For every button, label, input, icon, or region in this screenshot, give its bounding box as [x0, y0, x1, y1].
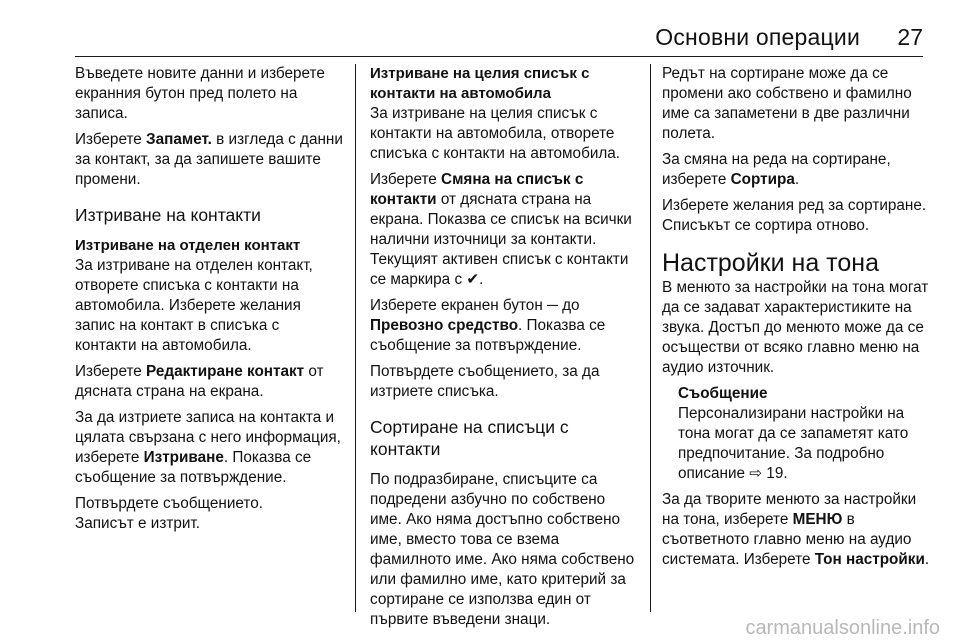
paragraph: Потвърдете съобщението. Записът е изтрит.: [75, 495, 264, 532]
column-2: [370, 64, 640, 636]
subsection-heading: Изтриване на отделен контакт: [75, 237, 301, 254]
note-title: Съобщение: [678, 385, 768, 402]
paragraph: Изберете Смяна на списък с контакти от дясната страна на екрана. Показва се списък на всички налични източници за контакти. Текущият активен списък с контакти се маркира с ✔.: [370, 171, 632, 288]
column-divider-1: [355, 64, 356, 612]
ui-term: Изтриване: [143, 449, 224, 466]
paragraph: За да творите менюто за настройки на тона, изберете МЕНЮ в съответното главно меню на аудио системата. Изберете Тон настройки.: [662, 491, 930, 568]
page-header: [0, 0, 960, 56]
watermark: carmanualsonline.info: [745, 617, 940, 639]
ui-term: Тон настройки: [814, 551, 925, 568]
page-title: Основни операции: [655, 24, 860, 50]
column-3: [662, 64, 930, 576]
paragraph: Въведете новите данни и изберете екранния бутон пред полето на записа.: [75, 65, 325, 122]
subsection-heading: Изтриване на целия списък с контакти на автомобила: [370, 65, 590, 102]
section-heading: Сортиране на списъци с контакти: [370, 417, 569, 459]
paragraph: За смяна на реда на сортиране, изберете Сортира.: [662, 151, 891, 188]
column-1: [75, 64, 345, 540]
header-divider: [75, 56, 923, 57]
ui-term: МЕНЮ: [792, 511, 843, 528]
paragraph: За изтриване на отделен контакт, отворете списъка с контакти на автомобила. Изберете желания запис на контакт в списъка с контакти на автомобила.: [75, 257, 313, 354]
paragraph: В менюто за настройки на тона могат да се задават характеристиките на звука. Достъп до менюто може да се осъществи от всяко главно меню на аудио източник.: [662, 279, 929, 376]
paragraph: Изберете желания ред за сортиране. Списъкът се сортира отново.: [662, 197, 927, 234]
note-box: [662, 384, 930, 484]
paragraph: За да изтриете записа на контакта и цялата свързана с него информация, изберете Изтриване. Показва се съобщение за потвърждение.: [75, 409, 341, 486]
column-divider-2: [650, 64, 651, 612]
ui-term: Смяна на списък с контакти: [370, 171, 584, 208]
ui-term: Запамет.: [146, 131, 212, 148]
paragraph: Изберете Редактиране контакт от дясната страна на екрана.: [75, 363, 324, 400]
paragraph: За изтриване на целия списък с контакти на автомобила, отворете списъка с контакти на автомобила.: [370, 105, 621, 162]
ui-term: Редактиране контакт: [146, 363, 305, 380]
section-heading: Изтриване на контакти: [75, 205, 261, 225]
paragraph: Изберете екранен бутон ─ до Превозно средство. Показва се съобщение за потвърждение.: [370, 297, 606, 354]
ui-term: Сортира: [730, 171, 795, 188]
page-number: 27: [897, 24, 923, 50]
chapter-heading: Настройки на тона: [662, 249, 879, 277]
paragraph: Изберете Запамет. в изгледа с данни за контакт, за да запишете вашите промени.: [75, 131, 343, 188]
paragraph: По подразбиране, списъците са подредени азбучно по собствено име. Ако няма достъпно собствено име, вместо това се взема фамилното име. Ако няма собствено или фамилно име, като критерий за сортиране се използва един от първите въведени знаци.: [370, 471, 635, 628]
paragraph: Редът на сортиране може да се промени ако собствено и фамилно име са запаметени в две различни полета.: [662, 65, 912, 142]
note-body: Персонализирани настройки на тона могат да се запаметят като предпочитание. За подробно описание ⇨ 19.: [678, 405, 909, 482]
paragraph: Потвърдете съобщението, за да изтриете списъка.: [370, 363, 600, 400]
ui-term: Превозно средство: [370, 317, 519, 334]
